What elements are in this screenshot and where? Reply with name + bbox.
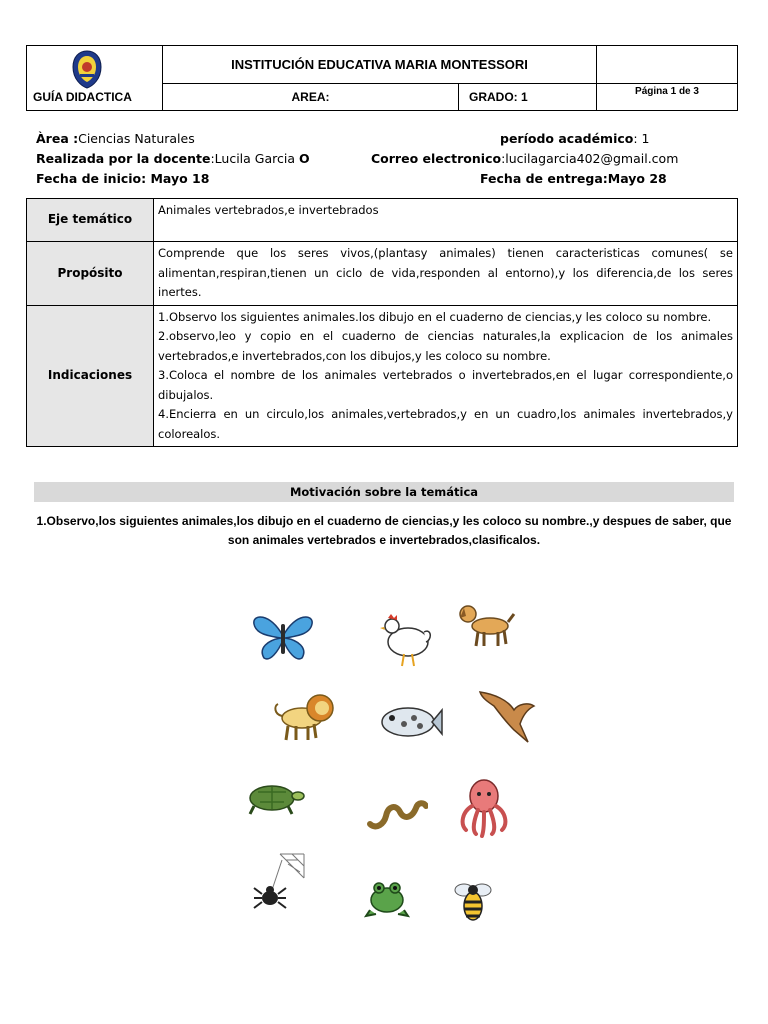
lion-icon (272, 688, 336, 742)
blank-cell (597, 46, 737, 84)
proposito-text: Comprende que los seres vivos,(plantasy animales) tienen caracteristicas comunes( se alimentan,respiran,tienen un ciclo de vida,responden al entorno),y los diferencia,de los seres inertes. (154, 242, 738, 306)
table-row (27, 305, 738, 447)
bee-icon (452, 878, 494, 924)
table-row (27, 199, 738, 242)
teacher-initial: O (298, 151, 310, 166)
period-value: : 1 (633, 131, 650, 146)
start-date (36, 171, 209, 186)
area-label: AREA: (163, 84, 459, 110)
butterfly-icon (250, 610, 316, 662)
email-value: :lucilagarcia402@gmail.com (501, 151, 679, 166)
dog-icon (456, 602, 516, 648)
worm-icon (366, 796, 428, 830)
proposito-label: Propósito (27, 242, 154, 306)
institution-name: INSTITUCIÓN EDUCATIVA MARIA MONTESSORI (163, 46, 597, 84)
turtle-icon (240, 780, 306, 816)
guide-table (26, 198, 738, 447)
grade-label: GRADO: 1 (459, 84, 597, 110)
header-table (26, 45, 738, 111)
eje-label: Eje temático (27, 199, 154, 242)
page-number: Página 1 de 3 (635, 86, 699, 97)
indicaciones-label: Indicaciones (27, 305, 154, 447)
spider-icon (252, 850, 308, 914)
frog-icon (364, 878, 410, 918)
teacher-key: Realizada por la docente (36, 151, 211, 166)
instruction-item: 3.Coloca el nombre de los animales vertebrados o invertebrados,en el lugar correspondiente,o dibujalos. (158, 368, 733, 402)
area-line (36, 131, 195, 146)
area-key: Àrea : (36, 131, 79, 146)
instruction-item: 4.Encierra en un circulo,los animales,vertebrados,y en un cuadro,los animales invertebrados,y colorealos. (158, 407, 733, 441)
instruction-item: 1.Observo los siguientes animales.los dibujo en el cuaderno de ciencias,y les coloco su nombre. (158, 309, 712, 324)
indicaciones-text (154, 305, 738, 447)
eje-text: Animales vertebrados,e invertebrados (154, 199, 738, 242)
instruction-item: 2.observo,leo y copio en el cuaderno de ciencias naturales,la explicacion de los animales vertebrados,e invertebrados,con los dibujos,y les coloco su nombre. (158, 329, 733, 363)
school-crest-icon (71, 49, 103, 89)
motivation-heading: Motivación sobre la temática (34, 482, 734, 502)
period-line (500, 131, 650, 146)
guide-label: GUÍA DIDACTICA (33, 90, 132, 104)
fish-icon (376, 702, 444, 742)
table-row (27, 242, 738, 306)
teacher-value: :Lucila Garcia (210, 151, 295, 166)
end-date (480, 171, 667, 186)
area-value: Ciencias Naturales (78, 131, 195, 146)
email-line (371, 151, 678, 166)
email-key: Correo electronico (371, 151, 502, 166)
hen-icon (378, 610, 434, 670)
start-date-text: Fecha de inicio: Mayo 18 (36, 171, 210, 186)
end-date-text: Fecha de entrega:Mayo 28 (480, 171, 667, 186)
teacher-line (36, 151, 310, 166)
period-key: período académico (500, 131, 634, 146)
intro-text: 1.Observo,los siguientes animales,los dibujo en el cuaderno de ciencias,y les coloco su nombre.,y despues de saber, que son animales vertebrados e invertebrados,clasificalos. (36, 514, 732, 547)
bird-icon (474, 684, 536, 746)
octopus-icon (454, 776, 514, 838)
